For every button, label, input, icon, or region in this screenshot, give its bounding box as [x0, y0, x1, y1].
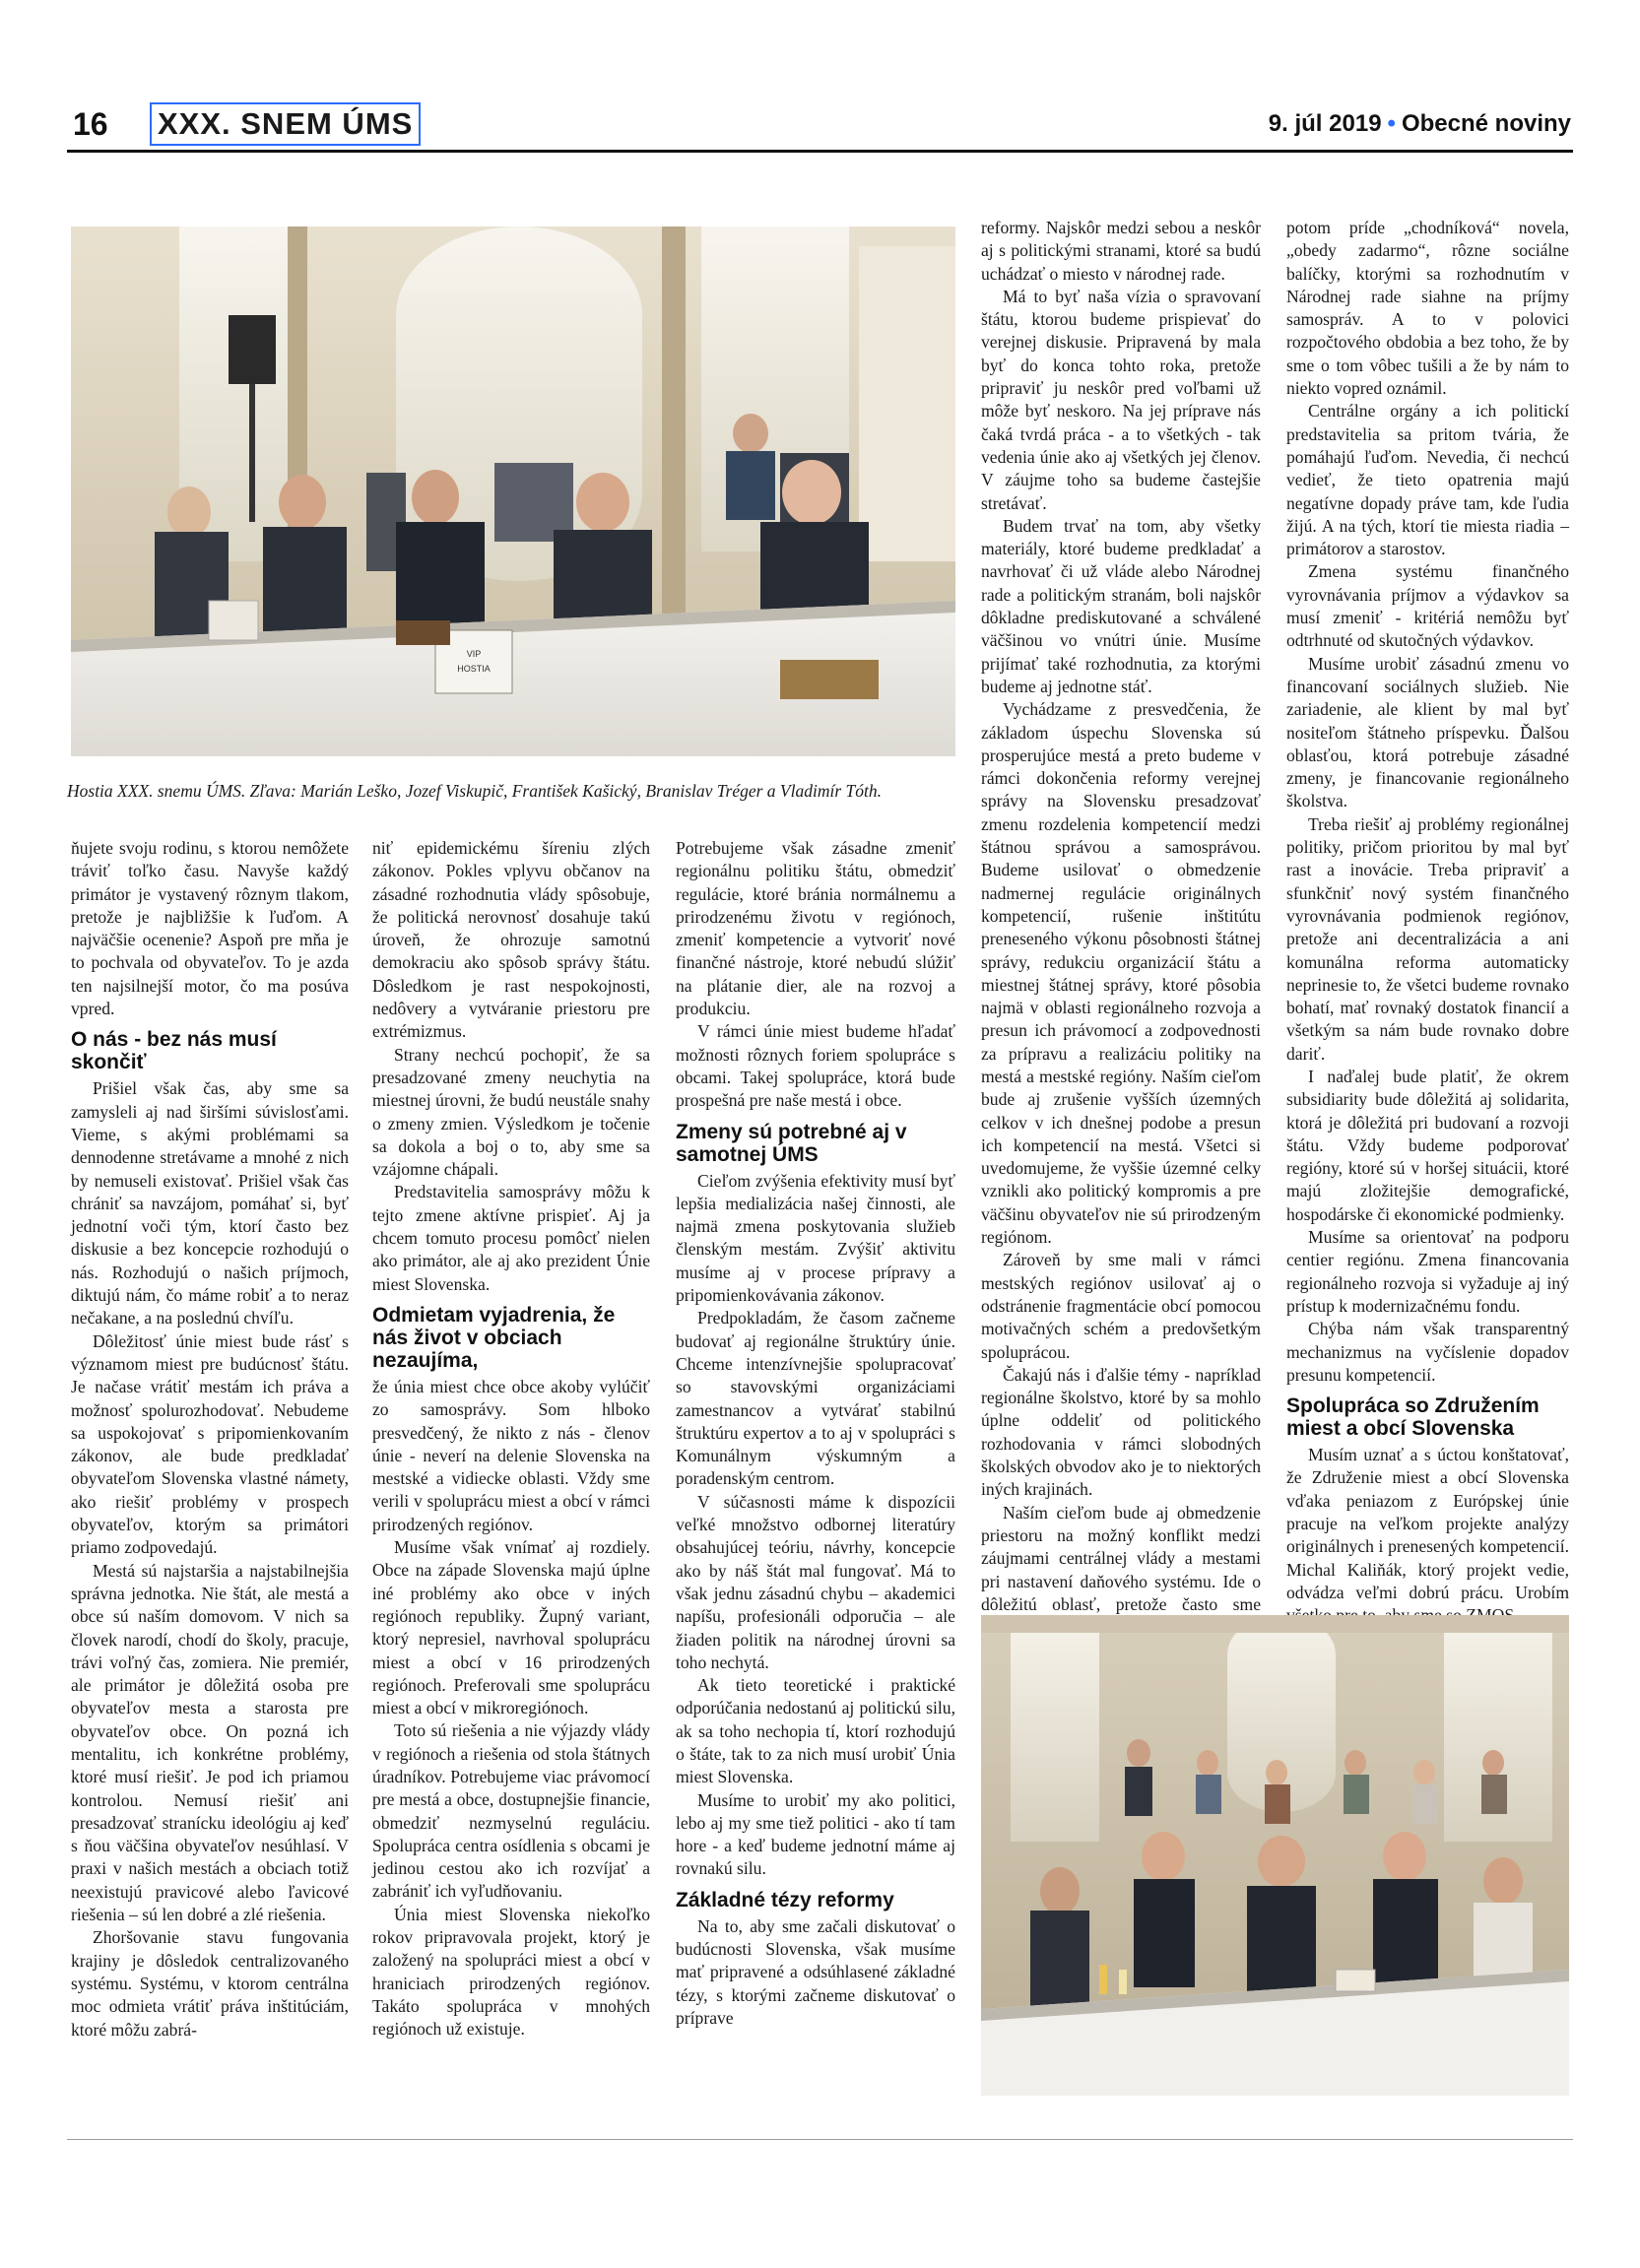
paragraph: Prišiel však čas, aby sme sa zamysleli aj nad širšími súvislosťami. Vieme, s akými problémami sa dennodenne stretávame a mnohé z nich by nemuseli existovať. Prišiel však čas chrániť sa navzájom, pomáhať si, byť jednotní voči tým, ktorí často bez diskusie a bez koncepcie rozhodujú o nás. Rozhodujú o našich príjmoch, diktujú nám, čo máme robiť a to neraz nečakane, a na poslednú chvíľu. [71, 1078, 349, 1328]
paragraph: niť epidemickému šíreniu zlých zákonov. Pokles vplyvu občanov na zásadné rozhodnutia vlády spôsobuje, že politická nerovnosť dosahuje takú úroveň, že ohrozuje samotnú demokraciu ako spôsob správy štátu. Dôsledkom je rast nespokojnosti, nedôvery a vytváranie priestoru pre extrémizmus. [372, 838, 650, 1042]
paragraph: Centrálne orgány a ich politickí predstavitelia sa pritom tvária, že pomáhajú ľuďom. Nevedia, či nechcú vedieť, že tieto opatrenia majú negatívne dopady práve tam, kde ľudia žijú. A na tých, ktorí tie miesta riadia – primátorov a starostov. [1286, 401, 1569, 559]
paragraph: V súčasnosti máme k dispozícii veľké množstvo odbornej literatúry obsahujúcej teóriu, návrhy, koncepcie ako by náš štát mal fungovať. Má to však jednu zásadnú chybu – akademici napíšu, profesionáli odporučia – ale žiaden politik na národnej úrovni sa toho nechytá. [676, 1491, 955, 1672]
paragraph: Ak tieto teoretické i praktické odporúčania nedostanú aj politickú silu, ak sa toho nechopia tí, ktorí rozhodujú o štáte, tak to za nich musí urobiť Únia miest Slovenska. [676, 1675, 955, 1787]
page-header [67, 98, 1573, 153]
column-3 [676, 837, 955, 2030]
paragraph: Zároveň by sme mali v rámci mestských regiónov usilovať aj o odstránenie fragmentácie obcí pomocou motivačných schém a predovšetkým spoluprácou. [981, 1250, 1261, 1362]
paragraph: Na to, aby sme začali diskutovať o budúcnosti Slovenska, však musíme mať pripravené a odsúhlasené základné tézy, s ktorými začneme diskutovať o príprave [676, 1915, 955, 2028]
column-2 [372, 837, 650, 2041]
paragraph: Únia miest Slovenska niekoľko rokov pripravovala projekt, ktorý je založený na spolupráci miest a obcí v hraniciach prirodzených regiónov. Takáto spolupráca v mnohých regiónoch už existuje. [372, 1904, 650, 2040]
paragraph: Strany nechcú pochopiť, že sa presadzované zmeny neuchytia na miestnej úrovni, že budú neustále snahy o zmeny zmien. Výsledkom je točenie sa dokola a boj o to, aby sme sa vzájomne chápali. [372, 1044, 650, 1180]
paragraph: Cieľom zvýšenia efektivity musí byť lepšia medializácia našej činnosti, ale najmä zmena poskytovania služieb členským mestám. Zvýšiť aktivitu musíme aj v procese prípravy a pripomienkovávania zákonov. [676, 1170, 955, 1306]
paragraph: Čakajú nás i ďalšie témy - napríklad regionálne školstvo, ktoré by sa mohlo úplne oddeliť od politického rozhodovania v rámci slobodných školských obvodov ako je to niektorých iných krajinách. [981, 1364, 1261, 1500]
paragraph: Treba riešiť aj problémy regionálnej politiky, pričom prioritou by mal byť rast a inovácie. Treba pripraviť a sfunkčniť nový systém finančného vyrovnávania podmienok regiónov, pretože ani decentralizácia a ani komunálna reforma automaticky neprinesie to, že všetci budeme rovnako bohatí, mať rovnaký dostatok financií a všetkým sa nám bude rovnako dobre dariť. [1286, 813, 1569, 1064]
paragraph: Mestá sú najstaršia a najstabilnejšia správna jednotka. Nie štát, ale mestá a obce sú naším domovom. V nich sa človek narodí, chodí do školy, pracuje, trávi voľný čas, zomiera. Nie premiér, ale primátor je dôležitá osoba pre obyvateľov mesta a starosta pre obyvateľov obce. On pozná ich mentalitu, ich konkrétne problémy, ktoré musí riešiť. Je pod ich priamou kontrolou. Nemusí riešiť ani presadzovať stranícku ideológiu aj keď s ňou väčšina obyvateľov nesúhlasí. V praxi v našich mestách a obciach totiž neexistujú pravicové alebo ľavicové riešenia – sú len dobré a zlé riešenia. [71, 1560, 349, 1925]
top-photo [71, 227, 955, 756]
paragraph: Musím uznať a s úctou konštatovať, že Združenie miest a obcí Slovenska vďaka peniazom z Európskej únie pracuje na veľkom projekte analýzy originálnych i prenesených kompetencií. Michal Kaliňák, ktorý projekt vedie, odvádza veľmi dobrú prácu. Urobím [1286, 1445, 1569, 1602]
paragraph: Má to byť naša vízia o spravovaní štátu, ktorou budeme prispievať do verejnej diskusie. Pripravená by mala byť do konca tohto roka, pretože pripraviť ju neskôr pred voľbami už môže byť neskoro. Na jej príprave nás čaká tvrdá práca - a to všetkých - tak vedenia únie ako aj všetkých jej členov. V záujme toho sa budeme častejšie stretávať. [981, 286, 1261, 513]
paragraph: Zhoršovanie stavu fungovania krajiny je dôsledok centralizovaného systému. Systému, v ktorom centrálna moc odmieta vrátiť práva inštitúciám, ktoré môžu zabrá- [71, 1927, 349, 2040]
paragraph: Budem trvať na tom, aby všetky materiály, ktoré budeme predkladať a navrhovať či už vláde alebo Národnej rade a politickým stranám, boli najskôr dôkladne prediskutované a schválené väčšinou vo vnútri únie. Musíme prijímať také rozhodnutia, za ktorými budeme aj jednotne stáť. [981, 515, 1261, 696]
paragraph: Predpokladám, že časom začneme budovať aj regionálne štruktúry únie. Chceme intenzívnejšie spolupracovať so stavovskými organizáciami zamestnancov a vytvárať stabilnú štruktúru expertov a to aj v spolupráci s Komunálnym výskumným a poradenským centrom. [676, 1308, 955, 1489]
subheading: O nás - bez nás musí skončiť [71, 1028, 277, 1074]
paragraph: Dôležitosť únie miest bude rásť s významom miest pre budúcnosť štátu. Je načase vrátiť mestám ich práva a možnosť spolurozhodovať. Nebudeme sa uspokojovať s pripomienkovaním zákonov, ale bude predkladať obyvateľom Slovenska vlastné námety, ako riešiť problémy v prospech obyvateľov, ktorým sa primátori priamo zodpovedajú. [71, 1330, 349, 1558]
dateline [1269, 110, 1571, 138]
paragraph: Naším cieľom bude aj obmedzenie priestoru na možný konflikt medzi záujmami centrálnej vlády a mestami pri nastavení daňového systému. Ide o dôležitú oblasť, pretože často sme [981, 1502, 1261, 1614]
paragraph: Chýba nám však transparentný mechanizmus na vyčíslenie dopadov presunu kompetencií. [1286, 1319, 1569, 1385]
subheading: Zmeny sú potrebné aj v samotnej ÚMS [676, 1120, 907, 1166]
paragraph: I naďalej bude platiť, že okrem subsidiarity bude dôležitá aj solidarita, ktorá je dôležitá pri budovaní a rozvoji štátu. Vždy budeme podporovať regióny, ktoré sú v horšej situácii, ktoré majú zložitejšie demografické, hospodárske či ekonomické podmienky. [1286, 1066, 1569, 1224]
paragraph: potom príde „chodníková“ novela, „obedy zadarmo“, rôzne sociálne balíčky, ktorými sa rozhodnutím v Národnej rade siahne na príjmy samospráv. A to v polovici rozpočtového obdobia a bez toho, že by sme o tom vôbec tušili a že by nám to niekto vopred oznámil. [1286, 218, 1569, 399]
paragraph: V rámci únie miest budeme hľadať možnosti rôznych foriem spolupráce s obcami. Takej spolupráce, ktorá bude prospešná pre naše mestá i obce. [676, 1021, 955, 1111]
page-number: 16 [73, 106, 108, 142]
bottom-photo [981, 1615, 1569, 2096]
publication-name: Obecné noviny [1401, 110, 1571, 137]
paragraph: Zmena systému finančného vyrovnávania príjmov a výdavkov sa musí zmeniť - kritériá nemôžu byť odtrhnuté od skutočných výdavkov. [1286, 561, 1569, 651]
section-title: XXX. SNEM ÚMS [150, 102, 421, 146]
paragraph: že únia miest chce obce akoby vylúčiť zo samosprávy. Som hlboko presvedčený, že nikto z nás - členov únie - neverí na delenie Slovenska na mestské a vidiecke oblasti. Vždy sme verili v spoluprácu miest a obcí v rámci prirodzených regiónov. [372, 1376, 650, 1534]
bullet-separator: • [1387, 110, 1396, 137]
paragraph: Vychádzame z presvedčenia, že základom úspechu Slovenska sú prosperujúce mestá a preto budeme v rámci dokončenia reformy verejnej správy na Slovensku presadzovať zmenu rozdelenia kompetencií medzi štátnou správou a samosprávou. Budeme usilovať o obmedzenie nadmernej regulácie originálnych kompetencií, rušenie inštitútu preneseného výkonu pôsobnosti štátnej správy, redukciu organizácií štátu a miestnej štátnej správy, ktoré pôsobia najmä v oblasti regionálneho rozvoja a presun ich právomocí a zodpovednosti za prípravu a realizáciu politiky na mestá a mestské regióny. Naším cieľom bude aj zrušenie vyšších územných celkov v ich dnešnej podobe a presun ich kompetencií na mestá. Všetci si uvedomujeme, že vyššie územné celky vznikli ako politický kompromis a pre väčšinu obyvateľov nie sú prirodzeným regiónom. [981, 699, 1261, 1248]
paragraph: reformy. Najskôr medzi sebou a neskôr aj s politickými stranami, ktoré sa budú uchádzať o miesto v národnej rade. [981, 218, 1261, 284]
subheading: Odmietam vyjadrenia, že nás život v obciach nezaujíma, [372, 1303, 616, 1372]
vip-placard-line2: HOSTIA [457, 664, 491, 674]
subheading: Spolupráca so Združením miest a obcí Slovenska [1286, 1394, 1540, 1441]
bottom-photo-image [981, 1615, 1569, 2096]
column-5 [1286, 217, 1569, 1628]
column-1 [71, 837, 349, 2041]
paragraph: Musíme však vnímať aj rozdiely. Obce na západe Slovenska majú úplne iné problémy ako obce v iných regiónoch republiky. Župný variant, ktorý nepresiel, navrhoval spoluprácu miest a obcí v 16 prirodzených regiónoch. Preferovali sme spoluprácu miest a obcí v mikroregiónoch. [372, 1537, 650, 1718]
column-4 [981, 217, 1261, 1685]
paragraph: Musíme sa orientovať na podporu centier regiónu. Zmena financovania regionálneho rozvoja si vyžaduje aj iný prístup k modernizačnému fondu. [1286, 1227, 1569, 1316]
top-photo-image [71, 227, 955, 756]
paragraph: Musíme to urobiť my ako politici, lebo aj my sme tiež politici - ako tí tam hore - a keď budeme jednotní máme aj rovnakú silu. [676, 1789, 955, 1879]
issue-date: 9. júl 2019 [1268, 110, 1382, 137]
photo-caption: Hostia XXX. snemu ÚMS. Zľava: Marián Leško, Jozef Viskupič, František Kašický, Branislav Tréger a Vladimír Tóth. [67, 781, 882, 801]
paragraph: Musíme urobiť zásadnú zmenu vo financovaní sociálnych služieb. Nie zariadenie, ale klient by mal byť nositeľom štátneho príspevku. Ďalšou oblasťou, ktorá potrebuje zásadné zmeny, je financovanie regionálneho školstva. [1286, 653, 1569, 811]
paragraph: Predstavitelia samosprávy môžu k tejto zmene aktívne prispieť. Aj ja chcem tomuto procesu pomôcť nielen ako primátor, ale aj ako prezident Únie miest Slovenska. [372, 1182, 650, 1294]
paragraph: Potrebujeme však zásadne zmeniť regionálnu politiku štátu, obmedziť regulácie, ktoré bránia normálnemu a prirodzenému životu v regiónoch, zmeniť kompetencie a vytvoriť nové finančné nástroje, ktoré nebudú slúžiť na plátanie dier, ale na rozvoj a produkciu. [676, 838, 955, 1019]
subheading: Základné tézy reformy [676, 1888, 894, 1912]
paragraph: ňujete svoju rodinu, s ktorou nemôžete tráviť toľko času. Navyše každý primátor je vystavený rôznym tlakom, pretože je najbližšie k ľuďom. A najväčšie ocenenie? Aspoň pre mňa je to pochvala od obyvateľov. To je azda ten najsilnejší motor, čo ma posúva vpred. [71, 838, 349, 1019]
vip-placard-line1: VIP [466, 649, 482, 659]
paragraph: Toto sú riešenia a nie výjazdy vlády v regiónoch a riešenia od stola štátnych úradníkov. Potrebujeme viac právomocí pre mestá a obce, dostupnejšie financie, obmedziť nezmyselnú reguláciu. Spolupráca centra osídlenia s obcami je jedinou cestou ako ich rozvíjať a zabrániť ich vyľudňovaniu. [372, 1720, 650, 1902]
footer-rule [67, 2139, 1573, 2140]
